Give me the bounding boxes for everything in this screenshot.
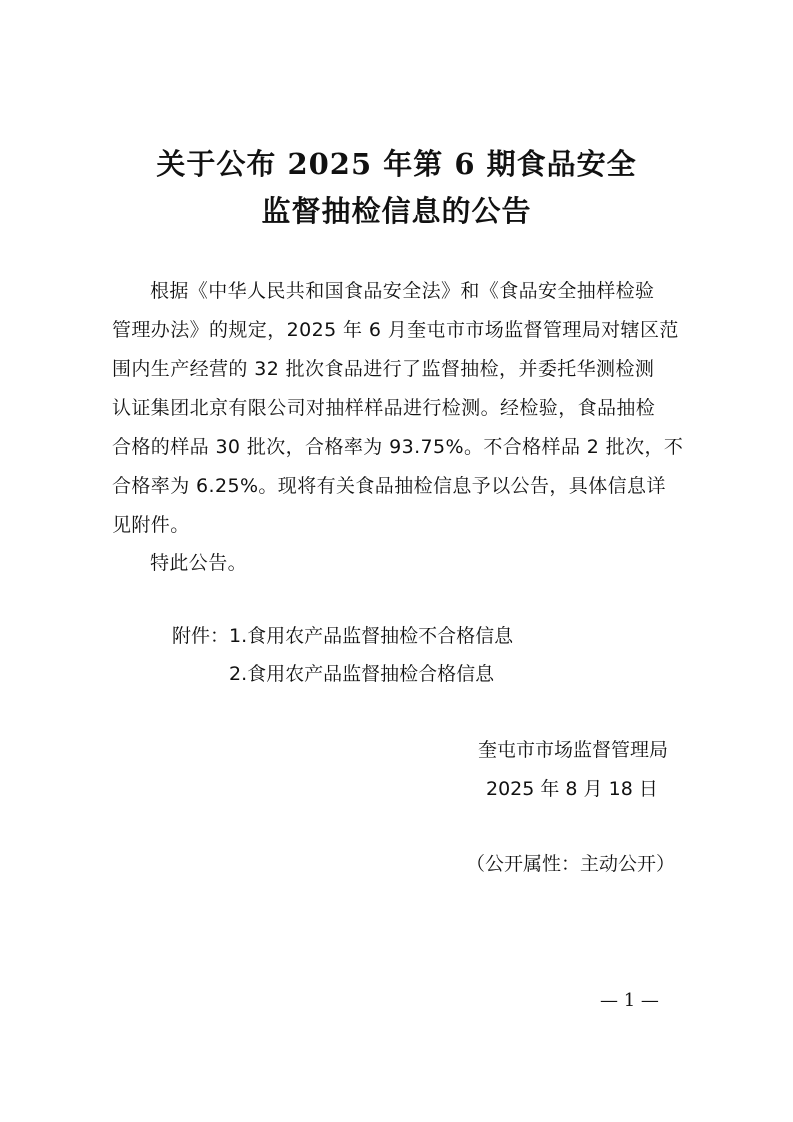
document-title-line-2: 监督抽检信息的公告: [261, 194, 532, 228]
page-number: — 1 —: [600, 990, 659, 1011]
paragraph-line: 见附件。: [112, 514, 190, 536]
paragraph-line: 合格的样品 30 批次，合格率为 93.75%。不合格样品 2 批次，不: [112, 436, 684, 458]
paragraph-line: 管理办法》的规定，2025 年 6 月奎屯市市场监督管理局对辖区范: [112, 319, 679, 341]
paragraph-line: 围内生产经营的 32 批次食品进行了监督抽检，并委托华测检测: [112, 358, 655, 380]
body-paragraph-2: 特此公告。: [150, 552, 248, 574]
attachment-item-2: 2.食用农产品监督抽检合格信息: [229, 663, 495, 685]
disclosure-attribute: （公开属性：主动公开）: [466, 853, 676, 875]
document-title-line-1: 关于公布 2025 年第 6 期食品安全: [156, 147, 637, 181]
paragraph-line: 合格率为 6.25%。现将有关食品抽检信息予以公告，具体信息详: [112, 475, 666, 497]
attachment-item-1: 附件：1.食用农产品监督抽检不合格信息: [172, 625, 514, 647]
body-paragraph-1: [112, 272, 692, 545]
signature-organization: 奎屯市市场监督管理局: [478, 739, 669, 761]
signature-date: 2025 年 8 月 18 日: [486, 778, 658, 800]
paragraph-line: 根据《中华人民共和国食品安全法》和《食品安全抽样检验: [150, 280, 655, 302]
paragraph-line: 认证集团北京有限公司对抽样样品进行检测。经检验，食品抽检: [112, 397, 656, 419]
